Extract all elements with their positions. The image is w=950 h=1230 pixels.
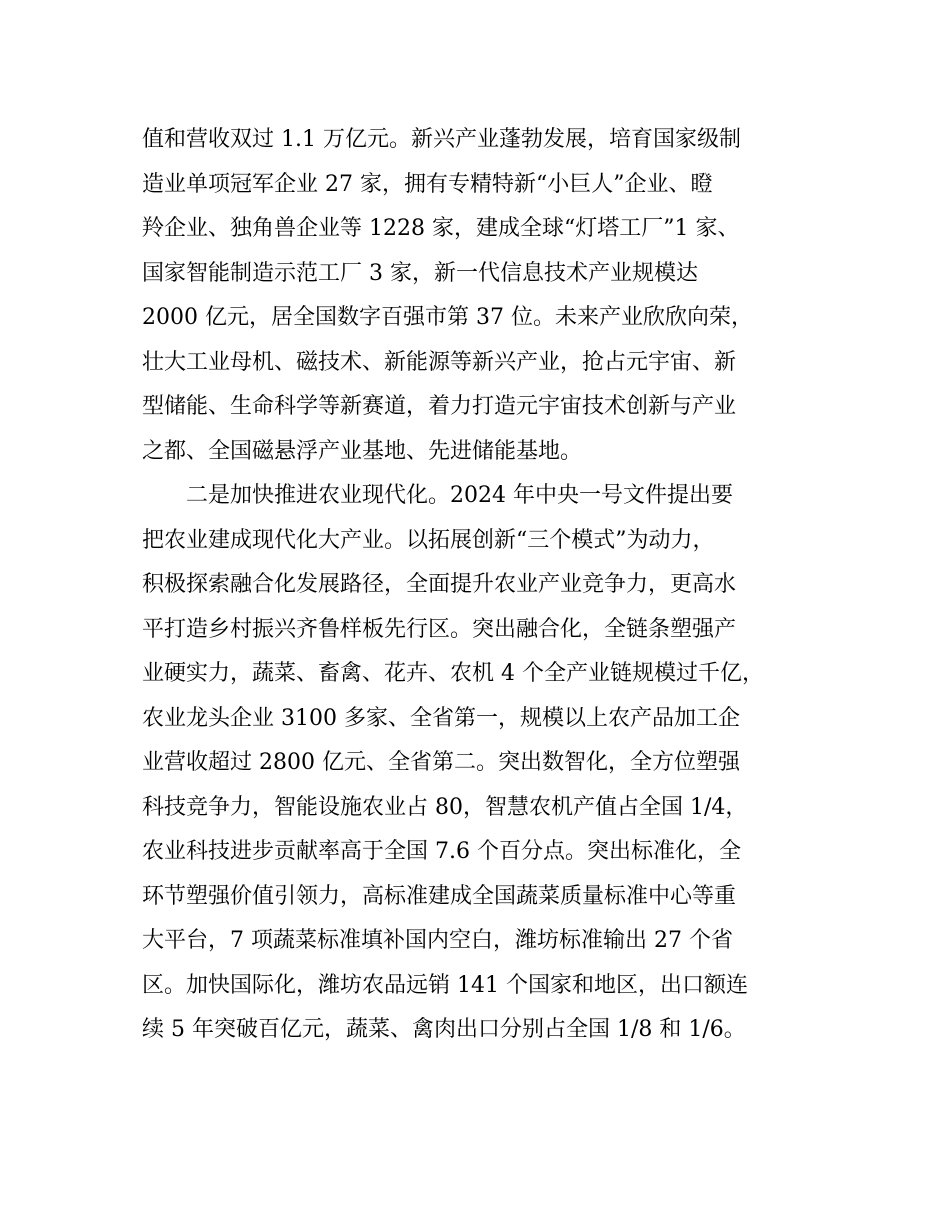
text-line: 壮大工业母机、磁技术、新能源等新兴产业，抢占元宇宙、新 xyxy=(142,349,737,375)
text-line: 平打造乡村振兴齐鲁样板先行区。突出融合化，全链条塑强产 xyxy=(142,616,737,642)
text-line: 2000 亿元，居全国数字百强市第 37 位。未来产业欣欣向荣， xyxy=(142,305,753,330)
text-line: 农业龙头企业 3100 多家、全省第一，规模以上农产品加工企 xyxy=(142,705,740,731)
text-line: 型储能、生命科学等新赛道，着力打造元宇宙技术创新与产业 xyxy=(142,394,737,419)
text-line: 国家智能制造示范工厂 3 家，新一代信息技术产业规模达 xyxy=(142,260,698,286)
text-line: 业硬实力，蔬菜、畜禽、花卉、农机 4 个全产业链规模过千亿， xyxy=(142,661,764,686)
text-line: 大平台，7 项蔬菜标准填补国内空白，潍坊标准输出 27 个省 xyxy=(142,928,733,953)
text-line: 环节塑强价值引领力，高标准建成全国蔬菜质量标准中心等重 xyxy=(142,883,737,909)
paragraph-industry xyxy=(142,118,822,474)
text-line: 把农业建成现代化大产业。以拓展创新“三个模式”为动力， xyxy=(142,527,715,553)
text-line: 之都、全国磁悬浮产业基地、先进储能基地。 xyxy=(142,438,583,464)
text-line: 二是加快推进农业现代化。2024 年中央一号文件提出要 xyxy=(186,483,733,508)
text-line: 农业科技进步贡献率高于全国 7.6 个百分点。突出标准化，全 xyxy=(142,839,741,864)
paragraph-agriculture xyxy=(142,474,822,1053)
text-line: 区。加快国际化，潍坊农品远销 141 个国家和地区，出口额连 xyxy=(142,972,748,998)
text-line: 羚企业、独角兽企业等 1228 家，建成全球“灯塔工厂”1 家、 xyxy=(142,216,740,241)
text-line: 科技竞争力，智能设施农业占 80，智慧农机产值占全国 1/4， xyxy=(142,794,748,820)
text-line: 值和营收双过 1.1 万亿元。新兴产业蓬勃发展，培育国家级制 xyxy=(142,127,741,152)
text-line: 续 5 年突破百亿元，蔬菜、禽肉出口分别占全国 1/8 和 1/6。 xyxy=(142,1017,746,1042)
text-line: 积极探索融合化发展路径，全面提升农业产业竞争力，更高水 xyxy=(142,572,737,597)
text-line: 造业单项冠军企业 27 家，拥有专精特新“小巨人”企业、瞪 xyxy=(142,171,713,197)
text-line: 业营收超过 2800 亿元、全省第二。突出数智化，全方位塑强 xyxy=(142,750,740,775)
